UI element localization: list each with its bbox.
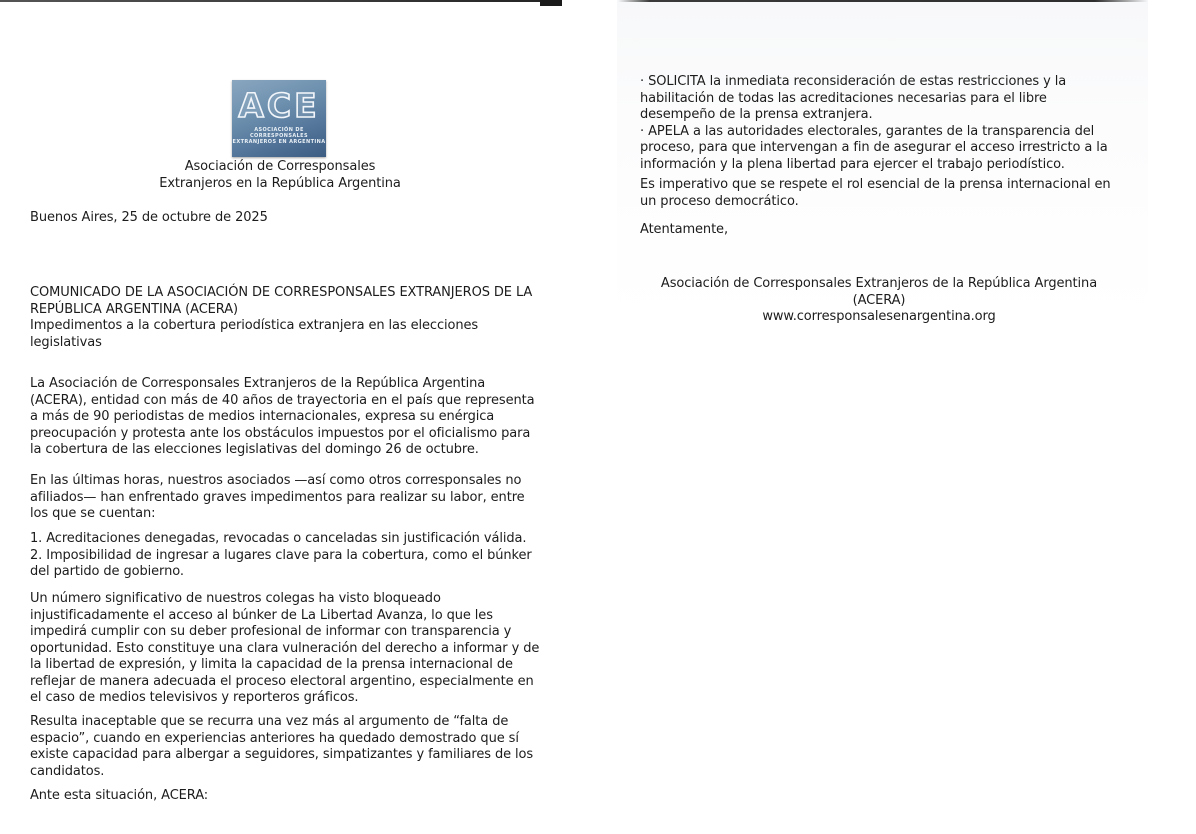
organization-name: [30, 159, 530, 192]
closing-salutation: Atentamente,: [640, 222, 728, 237]
organization-name-line2: Extranjeros en la República Argentina: [159, 175, 401, 191]
dateline: Buenos Aires, 25 de octubre de 2025: [30, 210, 268, 225]
numbered-item-1: 1. Acreditaciones denegadas, revocadas o canceladas sin justificación válida.: [30, 531, 527, 546]
acera-logo-caption-line1: ASOCIACIÓN DE CORRESPONSALES: [249, 127, 308, 139]
paragraph-situation-lead: Ante esta situación, ACERA:: [30, 788, 209, 803]
signature-organization: Asociación de Corresponsales Extranjeros de la República Argentina (ACERA): [660, 276, 1098, 308]
numbered-list: [30, 531, 544, 581]
communique-heading: COMUNICADO DE LA ASOCIACIÓN DE CORRESPONSALES EXTRANJEROS DE LA REPÚBLICA ARGENTINA (ACERA): [30, 285, 533, 317]
acera-logo: [232, 80, 326, 157]
organization-name-line1: Asociación de Corresponsales: [184, 159, 376, 174]
demand-solicita: · SOLICITA la inmediata reconsideración de estas restricciones y la habilitación de todas las acreditaciones necesarias para el libre desempeño de la prensa extranjera.: [640, 74, 1067, 122]
paragraph-impediments-lead: En las últimas horas, nuestros asociados —así como otros corresponsales no afiliados— han enfrentado graves impedimentos para realizar su labor, entre los que se cuentan:: [30, 473, 525, 521]
paragraph-bunker-access: Un número significativo de nuestros colegas ha visto bloqueado injustificadamente el acceso al búnker de La Libertad Avanza, lo que les impedirá cumplir con su deber profesional de informar con transparencia y oportunidad. Esto constituye una clara vulneración del derecho a informar y de la libertad de expresión, y limita la capacidad de la prensa internacional de reflejar de manera adecuada el proceso electoral argentino, especialmente en el caso de medios televisivos y reporteros gráficos.: [30, 591, 540, 705]
demands-list: [640, 74, 1118, 173]
communique-heading-block: [30, 285, 544, 351]
left-page-top-rule: [0, 0, 562, 2]
numbered-item-2: 2. Imposibilidad de ingresar a lugares clave para la cobertura, como el búnker del partido de gobierno.: [30, 547, 532, 579]
acera-logo-caption: [232, 127, 326, 145]
paragraph-introduction: La Asociación de Corresponsales Extranjeros de la República Argentina (ACERA), entidad con más de 40 años de trayectoria en el país que representa a más de 90 periodistas de medios internacionales, expresa su enérgica preocupación y protesta ante los obstáculos impuestos por el oficialismo para la cobertura de las elecciones legislativas del domingo 26 de octubre.: [30, 376, 535, 457]
acera-logo-caption-line2: EXTRANJEROS EN ARGENTINA: [232, 139, 326, 145]
communique-subheading: Impedimentos a la cobertura periodística extranjera en las elecciones legislativas: [30, 318, 479, 350]
left-page-top-rule-end-mark: [540, 0, 562, 6]
signature-block: [640, 276, 1118, 326]
signature-website: www.corresponsalesenargentina.org: [762, 309, 996, 324]
paragraph-imperative: Es imperativo que se respete el rol esencial de la prensa internacional en un proceso democrático.: [640, 177, 1111, 209]
paragraph-space-argument: Resulta inaceptable que se recurra una vez más al argumento de “falta de espacio”, cuando en experiencias anteriores ha quedado demostrado que sí existe capacidad para albergar a seguidores, simpatizantes y familiares de los candidatos.: [30, 714, 534, 779]
acera-logo-acronym: ACE: [238, 86, 320, 125]
demand-apela: · APELA a las autoridades electorales, garantes de la transparencia del proceso, para que intervengan a fin de asegurar el acceso irrestricto a la información y la plena libertad para ejercer el trabajo periodístico.: [640, 123, 1108, 172]
right-page-top-rule: [618, 0, 1148, 2]
